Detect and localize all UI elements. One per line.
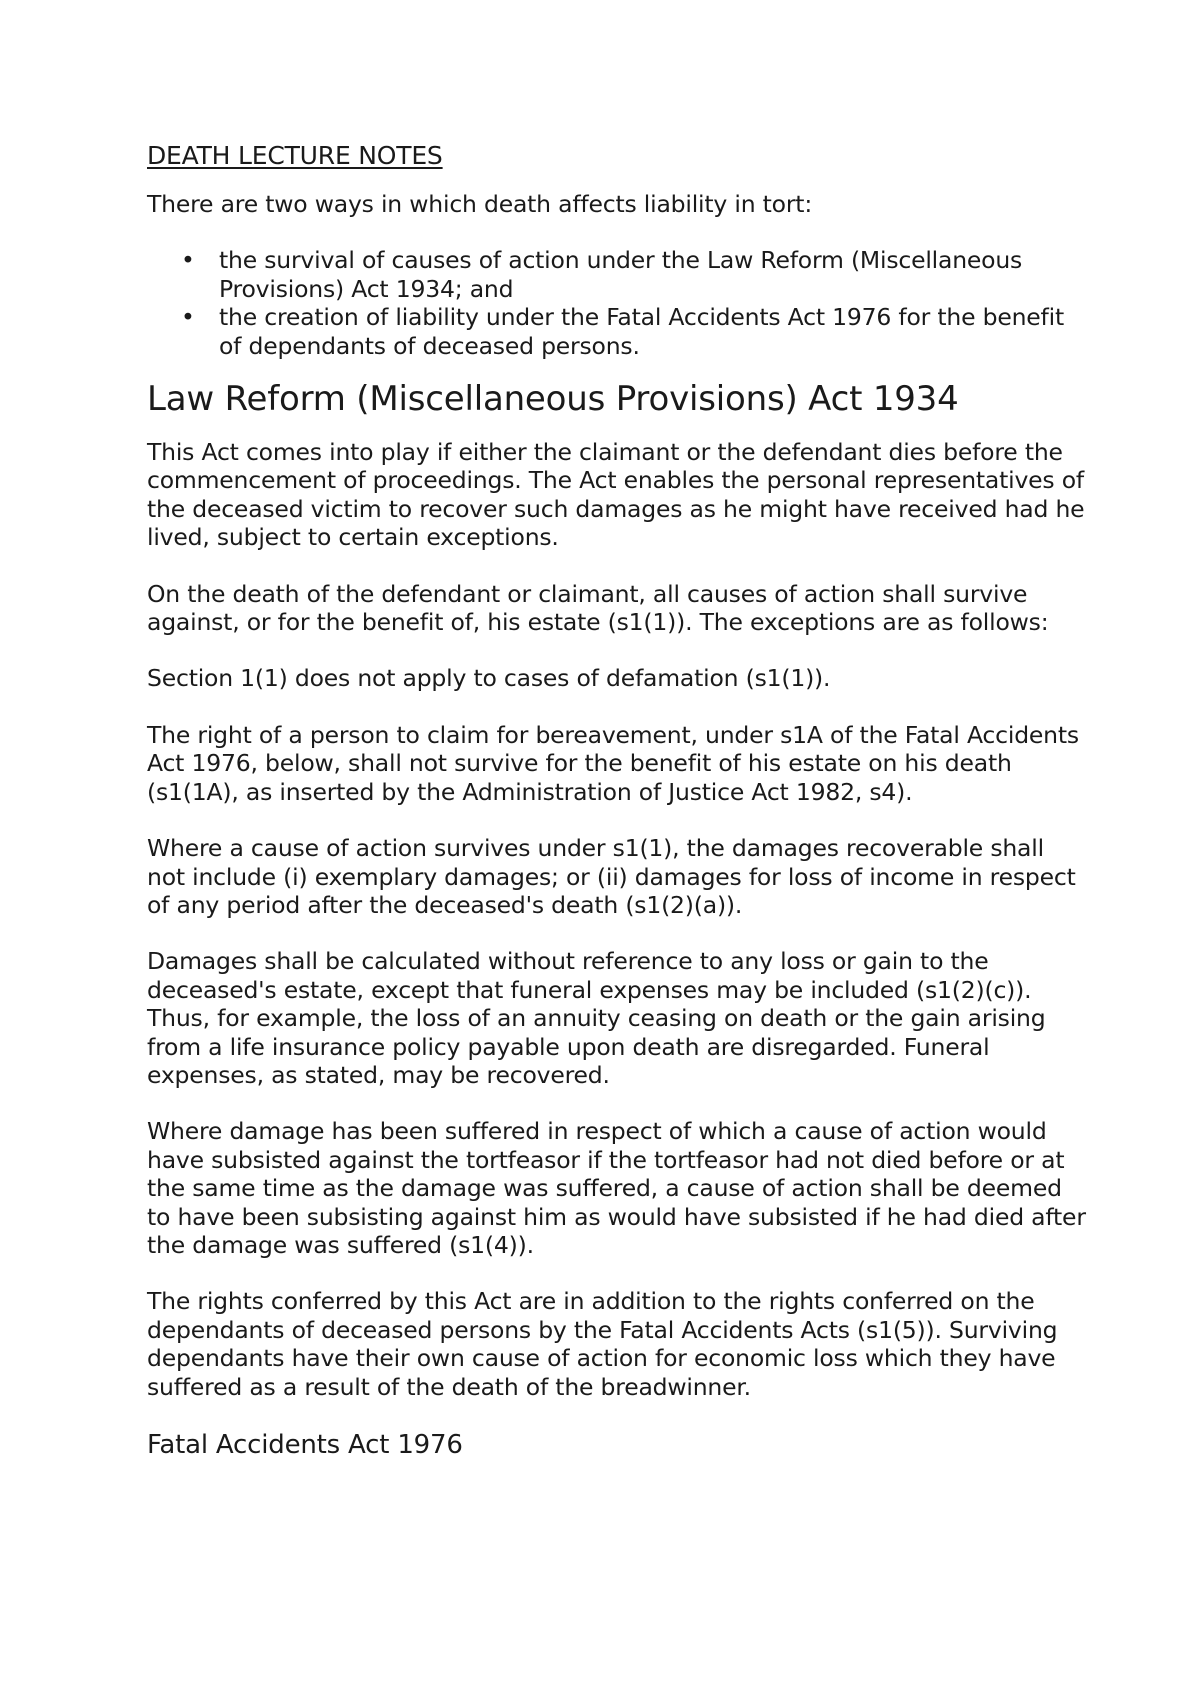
list-item [181,246,1087,303]
paragraph: Where a cause of action survives under s1(1), the damages recoverable shall not include (i) exemplary damages; or (ii) damages for loss of income in respect of any period after the deceased's death (s1(2)(a)). [147,834,1076,919]
intro-paragraph: There are two ways in which death affects liability in tort: [147,190,813,218]
paragraph: Where damage has been suffered in respect of which a cause of action would have subsisted against the tortfeasor if the tortfeasor had not died before or at the same time as the damage was suffered, a cause of action shall be deemed to have been subsisting against him as would have subsisted if he had died after the damage was suffered (s1(4)). [147,1117,1086,1259]
document-page [147,140,1087,1461]
document-title: DEATH LECTURE NOTES [147,141,443,170]
bullet-icon: • [181,246,195,275]
section-heading-law-reform: Law Reform (Miscellaneous Provisions) Act 1934 [147,379,959,420]
list-item-text: the creation of liability under the Fatal Accidents Act 1976 for the benefit of dependants of deceased persons. [219,303,1064,360]
list-item [181,303,1087,360]
paragraph: Section 1(1) does not apply to cases of defamation (s1(1)). [147,664,831,693]
paragraph: The rights conferred by this Act are in addition to the rights conferred on the dependants of deceased persons by the Fatal Accidents Acts (s1(5)). Surviving dependants have their own cause of action for economic loss which they have suffered as a result of the death of the breadwinner. [147,1287,1058,1401]
paragraph: Damages shall be calculated without reference to any loss or gain to the deceased's estate, except that funeral expenses may be included (s1(2)(c)). Thus, for example, the loss of an annuity ceasing on death or the gain arising from a life insurance policy payable upon death are disregarded. Funeral expenses, as stated, may be recovered. [147,947,1046,1089]
paragraph: On the death of the defendant or claimant, all causes of action shall survive against, or for the benefit of, his estate (s1(1)). The exceptions are as follows: [147,579,1049,637]
paragraph: The right of a person to claim for bereavement, under s1A of the Fatal Accidents Act 1976, below, shall not survive for the benefit of his estate on his death (s1(1A), as inserted by the Administration of Justice Act 1982, s4). [147,720,1079,806]
paragraph: This Act comes into play if either the claimant or the defendant dies before the commencement of proceedings. The Act enables the personal representatives of the deceased victim to recover such damages as he might have received had he lived, subject to certain exceptions. [147,438,1085,552]
bullet-list [147,246,1087,360]
list-item-text: the survival of causes of action under the Law Reform (Miscellaneous Provisions) Act 1934; and [219,246,1023,303]
section-heading-fatal-accidents: Fatal Accidents Act 1976 [147,1430,463,1460]
bullet-icon: • [181,303,195,332]
